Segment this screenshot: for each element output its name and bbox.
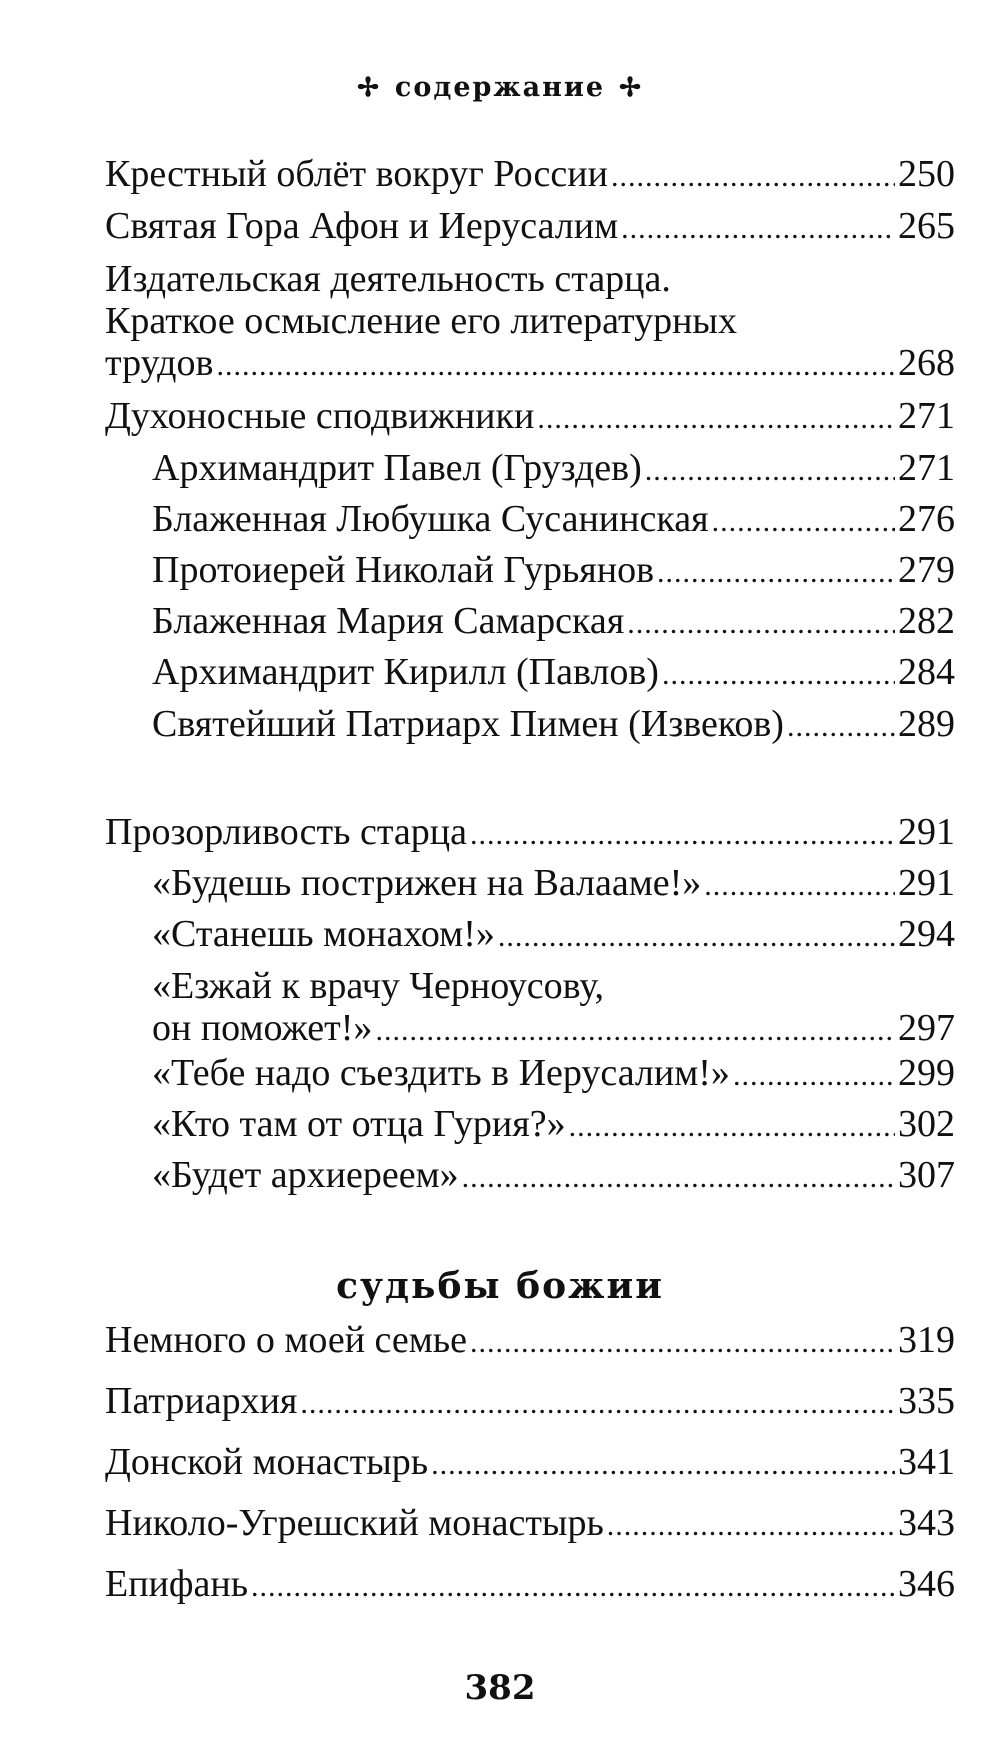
- toc-entry-title: Протоиерей Николай Гурьянов: [152, 549, 655, 591]
- toc-entry-title: Блаженная Любушка Сусанинская: [152, 498, 709, 540]
- toc-page-number: 302: [898, 1103, 955, 1145]
- page-number: 382: [464, 1668, 536, 1708]
- toc-page-number: 282: [898, 600, 955, 642]
- dot-leader: [611, 156, 895, 198]
- toc-entry: [152, 965, 955, 1052]
- toc-entry-title: он поможет!»: [152, 1007, 373, 1049]
- ornament-cross-icon: ✢: [357, 73, 381, 103]
- toc-entry-title: Николо-Угрешский монастырь: [105, 1502, 604, 1544]
- dot-leader: [470, 1322, 895, 1364]
- toc-entry: [152, 913, 955, 958]
- toc-entry: [152, 1154, 955, 1199]
- toc-entry: [152, 600, 955, 645]
- toc-entry-title: Духоносные сподвижники: [105, 395, 535, 437]
- toc-entry: [105, 811, 955, 856]
- toc-page-number: 307: [898, 1154, 955, 1196]
- toc-entry: [105, 153, 955, 198]
- toc-page-number: 319: [898, 1319, 955, 1361]
- toc-page-number: 265: [898, 205, 955, 247]
- dot-leader: [662, 654, 895, 696]
- toc-page-number: 299: [898, 1052, 955, 1094]
- toc-entry: [105, 1319, 955, 1364]
- toc-entry: [105, 1502, 955, 1547]
- toc-entry-title: Епифань: [105, 1563, 249, 1605]
- toc-entry: [105, 258, 955, 387]
- toc-entry-title: Донской монастырь: [105, 1441, 429, 1483]
- dot-leader: [627, 603, 895, 645]
- running-head: [0, 72, 1000, 103]
- dot-leader: [498, 916, 895, 958]
- dot-leader: [470, 814, 895, 856]
- toc-entry-title: Блаженная Мария Самарская: [152, 600, 625, 642]
- toc-entry-title: Крестный облёт вокруг России: [105, 153, 608, 195]
- toc-entry-title: Святая Гора Афон и Иерусалим: [105, 205, 619, 247]
- dot-leader: [607, 1505, 895, 1547]
- toc-entry-title: «Будет архиереем»: [152, 1154, 459, 1196]
- toc-entry-title: Прозорливость старца: [105, 811, 467, 853]
- toc-entry: [152, 549, 955, 594]
- toc-entry: [105, 205, 955, 250]
- toc-entry-title: «Тебе надо съездить в Иерусалим!»: [152, 1052, 730, 1094]
- dot-leader: [300, 1383, 895, 1425]
- toc-page-number: 343: [898, 1502, 955, 1544]
- toc-page-number: 268: [898, 342, 955, 384]
- toc-page-number: 294: [898, 913, 955, 955]
- toc-entry: [152, 1103, 955, 1148]
- dot-leader: [431, 1444, 895, 1486]
- dot-leader: [645, 450, 895, 492]
- toc-entry-title: «Езжай к врачу Черноусову,: [152, 965, 605, 1007]
- toc-page-number: 271: [898, 395, 955, 437]
- toc-entry-title: Краткое осмысление его литературных: [105, 300, 737, 342]
- toc-entry-title: Архимандрит Павел (Груздев): [152, 447, 642, 489]
- toc-entry: [152, 862, 955, 907]
- dot-leader: [712, 501, 895, 543]
- toc-entry: [152, 498, 955, 543]
- toc-entry-title: «Кто там от отца Гурия?»: [152, 1103, 566, 1145]
- toc-entry-title: Святейший Патриарх Пимен (Извеков): [152, 703, 784, 745]
- toc-entry: [152, 447, 955, 492]
- toc-entry: [152, 1052, 955, 1097]
- section-title: судьбы божии: [336, 1265, 664, 1307]
- toc-entry-title: «Станешь монахом!»: [152, 913, 495, 955]
- toc-page-number: 297: [898, 1007, 955, 1049]
- toc-entry: [105, 1563, 955, 1608]
- running-head-title: содержание: [394, 72, 606, 103]
- dot-leader: [733, 1055, 895, 1097]
- toc-entry-title: «Будешь пострижен на Валааме!»: [152, 862, 702, 904]
- dot-leader: [537, 398, 895, 440]
- toc-page-number: 279: [898, 549, 955, 591]
- dot-leader: [621, 208, 895, 250]
- toc-entry: [105, 395, 955, 440]
- toc-page-number: 341: [898, 1441, 955, 1483]
- toc-entry: [105, 1441, 955, 1486]
- toc-page-number: 250: [898, 153, 955, 195]
- toc-entry: [152, 651, 955, 696]
- dot-leader: [251, 1566, 895, 1608]
- toc-page-number: 271: [898, 447, 955, 489]
- dot-leader: [704, 865, 895, 907]
- toc-entry-title: Немного о моей семье: [105, 1319, 467, 1361]
- toc-page-number: 284: [898, 651, 955, 693]
- dot-leader: [375, 1010, 895, 1052]
- toc-entry-title: Издательская деятельность старца.: [105, 258, 671, 300]
- toc-entry: [152, 703, 955, 748]
- toc-entry: [105, 1380, 955, 1425]
- dot-leader: [462, 1157, 895, 1199]
- dot-leader: [787, 706, 895, 748]
- toc-page-number: 346: [898, 1563, 955, 1605]
- dot-leader: [657, 552, 895, 594]
- toc-page-number: 291: [898, 811, 955, 853]
- toc-page-number: 276: [898, 498, 955, 540]
- toc-entry-title: Патриархия: [105, 1380, 298, 1422]
- toc-page-number: 289: [898, 703, 955, 745]
- dot-leader: [216, 345, 895, 387]
- toc-entry-title: трудов: [105, 342, 214, 384]
- toc-entry-title: Архимандрит Кирилл (Павлов): [152, 651, 659, 693]
- toc-page-number: 291: [898, 862, 955, 904]
- dot-leader: [569, 1106, 895, 1148]
- ornament-cross-icon: ✢: [619, 73, 643, 103]
- toc-page-number: 335: [898, 1380, 955, 1422]
